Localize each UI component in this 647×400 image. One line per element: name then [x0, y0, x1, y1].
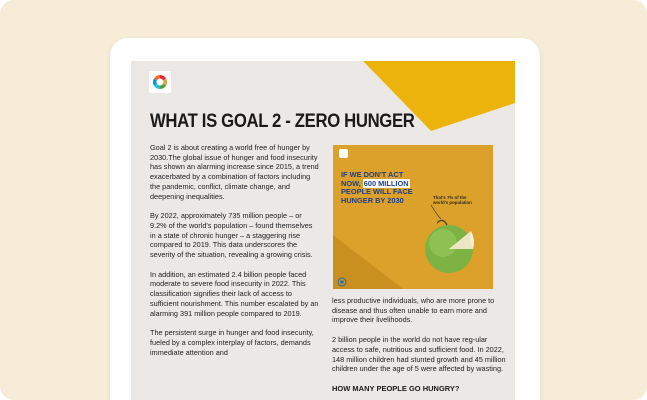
left-column	[150, 143, 320, 367]
paragraph: The persistent surge in hunger and food insecurity, fueled by a complex interplay of factors, demands immediate attention and	[150, 328, 314, 357]
paragraph: less productive individuals, who are more prone to disease and thus often unable to earn more and improve their livelihoods.	[332, 296, 495, 325]
poster-artwork	[333, 145, 493, 289]
paragraph: Goal 2 is about creating a world free of hunger by 2030.The global issue of hunger and food insecurity has shown an alarming increase since 2015, a trend exacerbated by a combination of factors including the pandemic, conflict, climate change, and deepening inequalities.	[150, 143, 319, 201]
sdg-color-wheel-icon	[149, 71, 171, 93]
poster-headline	[341, 171, 423, 205]
sdg-badge-icon	[339, 149, 348, 158]
paragraph: By 2022, approximately 735 million people – or 9.2% of the world's population – found themselves in a state of chronic hunger – a staggering rise compared to 2019. This data underscores the severity of the situation, revealing a growing crisis.	[150, 211, 313, 260]
un-emblem-icon	[337, 277, 347, 287]
section-heading: HOW MANY PEOPLE GO HUNGRY?	[332, 383, 460, 393]
poster-note: That's 7% of the world's population	[433, 195, 472, 205]
hunger-poster-image	[333, 145, 493, 289]
document-page[interactable]	[131, 61, 515, 400]
right-column	[332, 296, 507, 394]
page-title: WHAT IS GOAL 2 - ZERO HUNGER	[150, 111, 415, 132]
poster-headline-part1: IF WE DON'T ACT NOW,	[341, 170, 404, 188]
paragraph: In addition, an estimated 2.4 billion people faced moderate to severe food insecurity in 2022. This classification signifies their lack of access to sufficient nourishment. This number escalated by an alarming 391 million people compared to 2019.	[150, 269, 319, 318]
poster-headline-part2: PEOPLE WILL FACE HUNGER BY 2030	[341, 187, 413, 205]
poster-headline-highlight: 600 MILLION	[363, 178, 409, 188]
paragraph: 2 billion people in the world do not have reg-ular access to safe, nutritious and sufficient food. In 2022, 148 million children had stunted growth and 45 million children under the age of 5 were affected by wasting.	[332, 335, 506, 374]
